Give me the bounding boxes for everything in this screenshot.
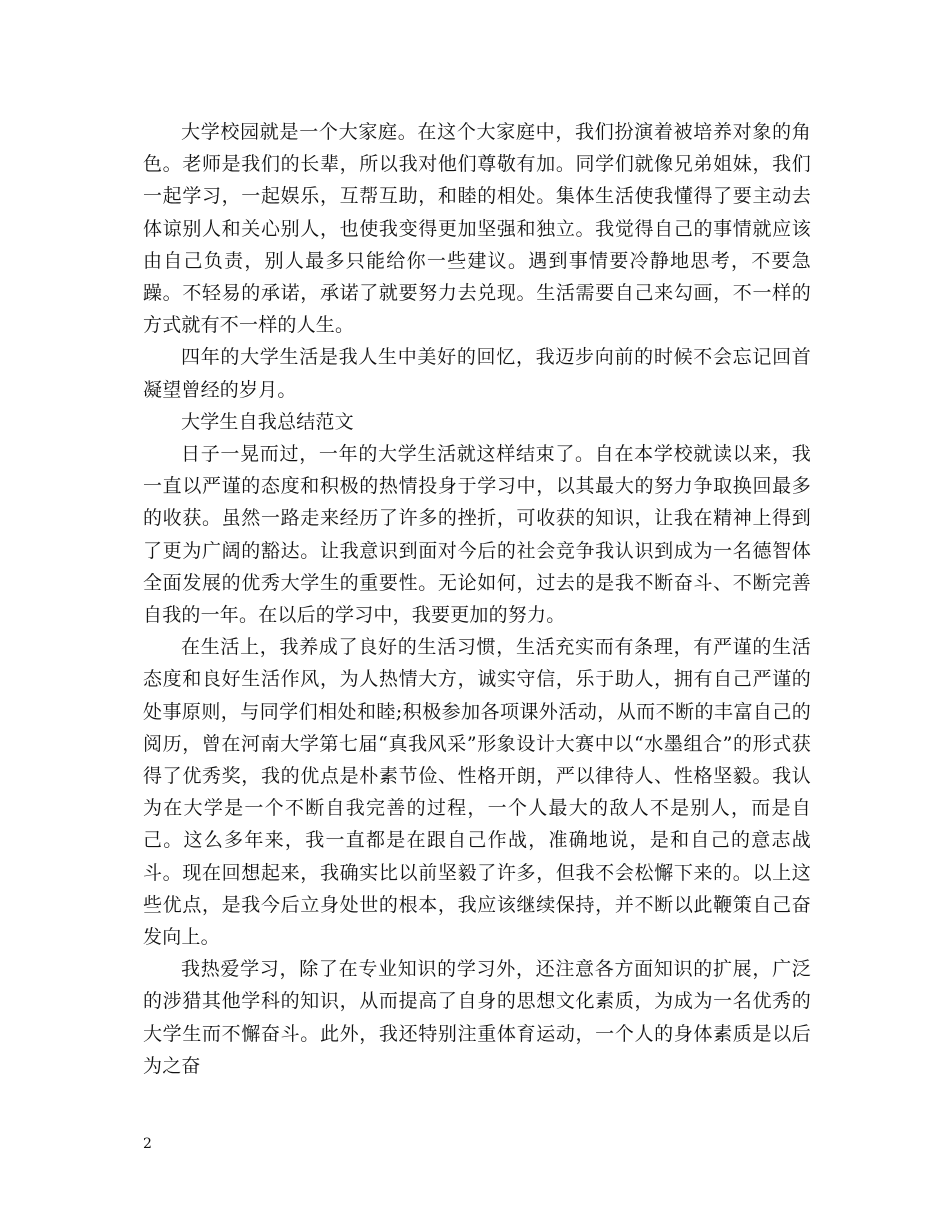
body-text: [143, 116, 811, 1082]
paragraph-life: 在生活上，我养成了良好的生活习惯，生活充实而有条理，有严谨的生活态度和良好生活作风，为人热情大方，诚实守信，乐于助人，拥有自己严谨的处事原则，与同学们相处和睦;积极参加各项课外活动，从而不断的丰富自己的阅历，曾在河南大学第七届“真我风采”形象设计大赛中以“水墨组合”的形式获得了优秀奖，我的优点是朴素节俭、性格开朗，严以律待人、性格坚毅。我认为在大学是一个不断自我完善的过程，一个人最大的敌人不是别人，而是自己。这么多年来，我一直都是在跟自己作战，准确地说，是和自己的意志战斗。现在回想起来，我确实比以前坚毅了许多，但我不会松懈下来的。以上这些优点，是我今后立身处世的根本，我应该继续保持，并不断以此鞭策自己奋发向上。: [143, 636, 811, 949]
section-heading: 大学生自我总结范文: [181, 410, 354, 433]
paragraph-four-years: 四年的大学生活是我人生中美好的回忆，我迈步向前的时候不会忘记回首凝望曾经的岁月。: [143, 346, 811, 401]
page-number: 2: [143, 1136, 152, 1152]
paragraph-study: 我热爱学习，除了在专业知识的学习外，还注意各方面知识的扩展，广泛的涉猎其他学科的知识，从而提高了自身的思想文化素质，为成为一名优秀的大学生而不懈奋斗。此外，我还特别注重体育运动，一个人的身体素质是以后为之奋: [143, 958, 811, 1077]
paragraph-one-year: 日子一晃而过，一年的大学生活就这样结束了。自在本学校就读以来，我一直以严谨的态度和积极的热情投身于学习中，以其最大的努力争取换回最多的收获。虽然一路走来经历了许多的挫折，可收获的知识，让我在精神上得到了更为广阔的豁达。让我意识到面对今后的社会竞争我认识到成为一名德智体全面发展的优秀大学生的重要性。无论如何，过去的是我不断奋斗、不断完善自我的一年。在以后的学习中，我要更加的努力。: [143, 443, 811, 627]
paragraph-campus-family: 大学校园就是一个大家庭。在这个大家庭中，我们扮演着被培养对象的角色。老师是我们的长辈，所以我对他们尊敬有加。同学们就像兄弟姐妹，我们一起学习，一起娱乐，互帮互助，和睦的相处。集体生活使我懂得了要主动去体谅别人和关心别人，也使我变得更加坚强和独立。我觉得自己的事情就应该由自己负责，别人最多只能给你一些建议。遇到事情要冷静地思考，不要急躁。不轻易的承诺，承诺了就要努力去兑现。生活需要自己来勾画，不一样的方式就有不一样的人生。: [143, 121, 811, 337]
